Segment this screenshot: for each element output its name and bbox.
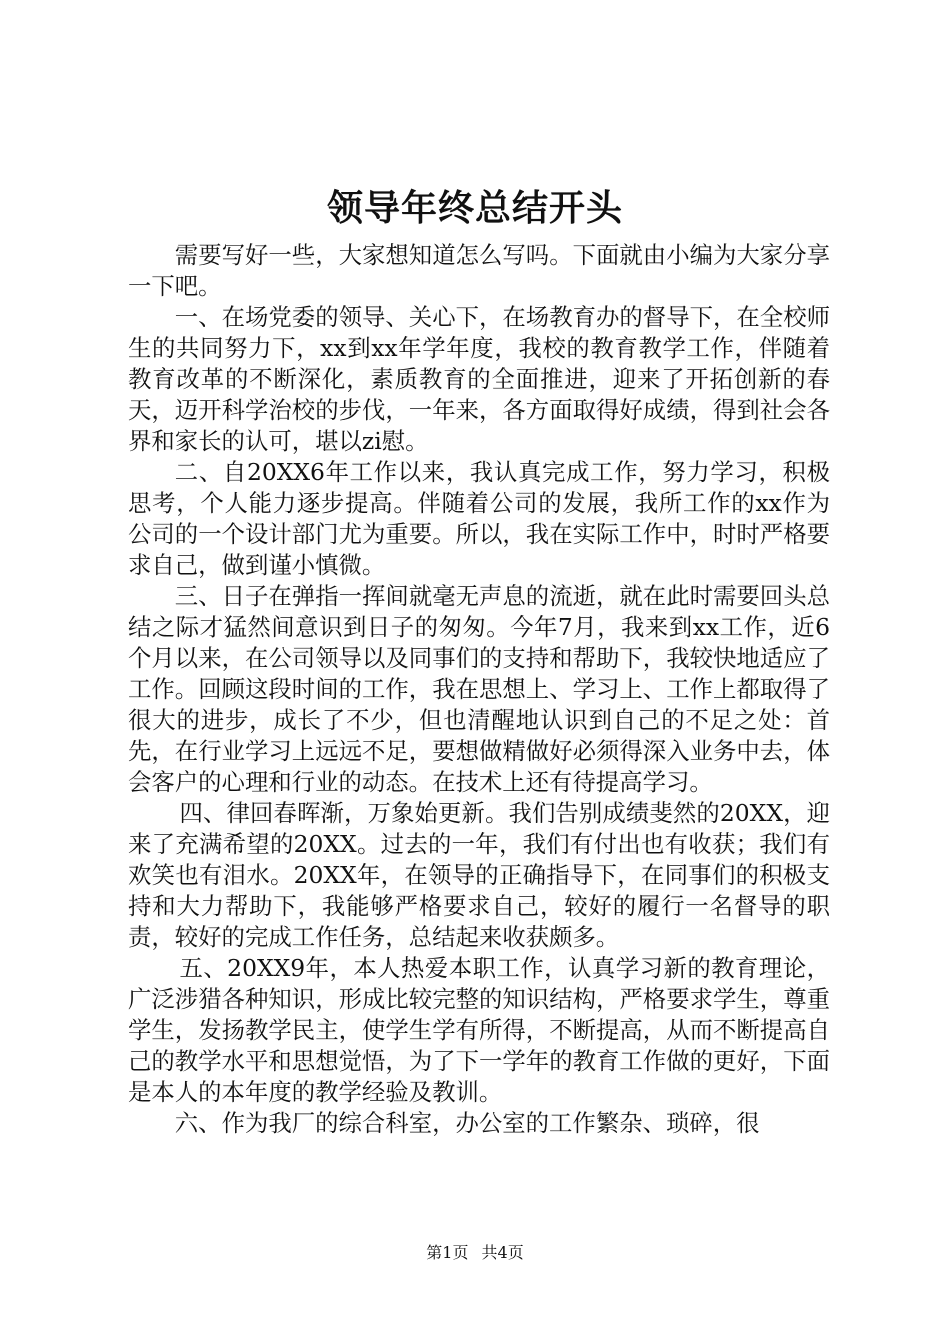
paragraph-4: 四、律回春晖渐，万象始更新。我们告别成绩斐然的20XX，迎来了充满希望的20XX。过去的一年，我们有付出也有收获；我们有欢笑也有泪水。20XX年，在领导的正确指导下，在同事们的积极支持和大力帮助下，我能够严格要求自己，较好的履行一名督导的职责，较好的完成工作任务，总结起来收获颇多。 [128, 799, 830, 951]
paragraph-2: 二、自20XX6年工作以来，我认真完成工作，努力学习，积极思考，个人能力逐步提高。伴随着公司的发展，我所工作的xx作为公司的一个设计部门尤为重要。所以，我在实际工作中，时时严格要求自己，做到谨小慎微。 [128, 458, 830, 579]
paragraph-intro: 需要写好一些，大家想知道怎么写吗。下面就由小编为大家分享一下吧。 [128, 241, 830, 300]
document-title: 领导年终总结开头 [326, 187, 623, 229]
paragraph-5: 五、20XX9年，本人热爱本职工作，认真学习新的教育理论，广泛涉猎各种知识，形成比较完整的知识结构，严格要求学生，尊重学生，发扬教学民主，使学生学有所得，不断提高，从而不断提高自己的教学水平和思想觉悟，为了下一学年的教育工作做的更好，下面是本人的本年度的教学经验及教训。 [128, 954, 830, 1106]
paragraph-1: 一、在场党委的领导、关心下，在场教育办的督导下，在全校师生的共同努力下，xx到xx年学年度，我校的教育教学工作，伴随着教育改革的不断深化，素质教育的全面推进，迎来了开拓创新的春天，迈开科学治校的步伐，一年来，各方面取得好成绩，得到社会各界和家长的认可，堪以zi慰。 [128, 303, 830, 455]
page-total: 共4页 [481, 1243, 524, 1262]
page-footer [0, 1242, 950, 1264]
document-body [128, 240, 830, 1139]
page-number: 第1页 [426, 1243, 469, 1262]
paragraph-3: 三、日子在弹指一挥间就毫无声息的流逝，就在此时需要回头总结之际才猛然间意识到日子的匆匆。今年7月，我来到xx工作，近6个月以来，在公司领导以及同事们的支持和帮助下，我较快地适应了工作。回顾这段时间的工作，我在思想上、学习上、工作上都取得了很大的进步，成长了不少，但也清醒地认识到自己的不足之处：首先，在行业学习上远远不足，要想做精做好必须得深入业务中去，体会客户的心理和行业的动态。在技术上还有待提高学习。 [128, 582, 830, 796]
paragraph-6: 六、作为我厂的综合科室，办公室的工作繁杂、琐碎，很 [174, 1109, 760, 1137]
